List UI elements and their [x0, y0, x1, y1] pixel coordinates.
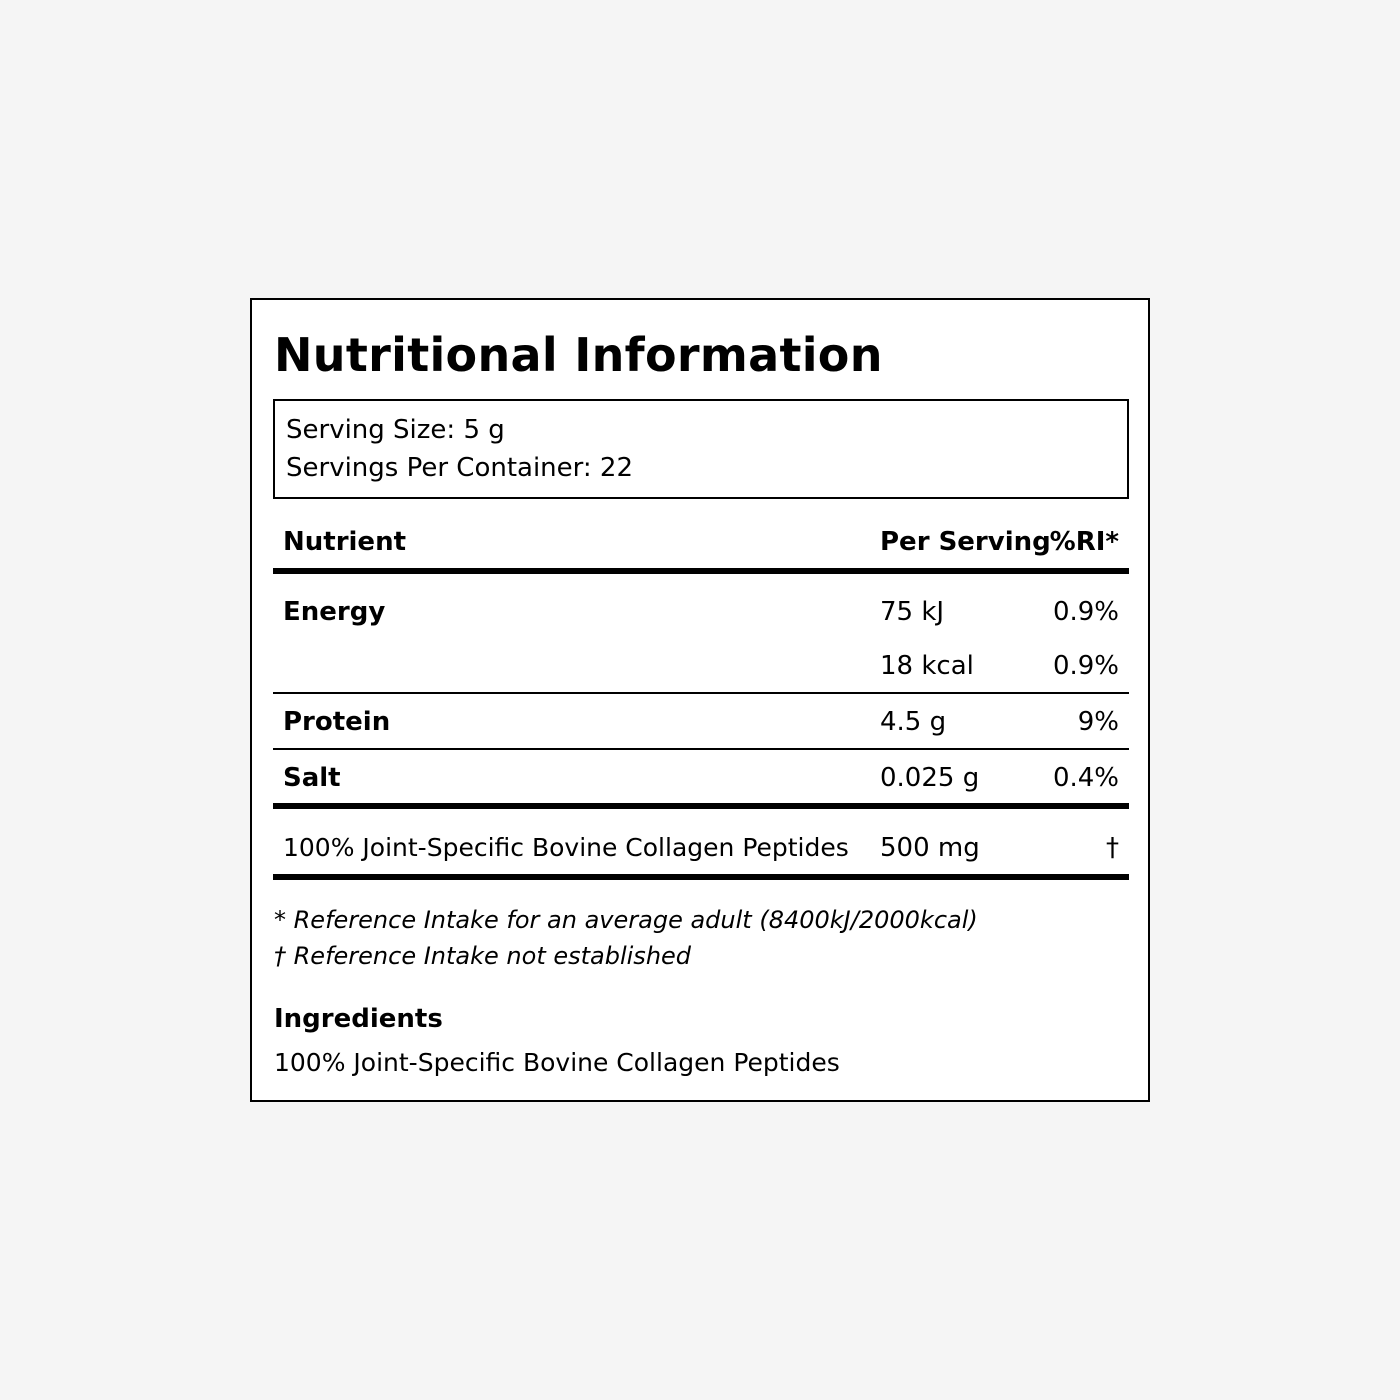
ingredients-title: Ingredients [274, 1004, 443, 1034]
header-per-serving: Per Serving [880, 527, 1051, 557]
ri-value: 0.9% [1052, 651, 1119, 681]
footnote-not-established: † Reference Intake not established [274, 942, 692, 970]
serving-size: Serving Size: 5 g [286, 415, 505, 445]
ri-value: 0.4% [1052, 763, 1119, 793]
nutrient-name: Salt [283, 763, 341, 793]
nutrient-name: Protein [283, 707, 391, 737]
per-serving-value: 0.025 g [880, 763, 980, 793]
nutrition-label [250, 298, 1150, 1102]
header-nutrient: Nutrient [283, 527, 407, 557]
header-divider [273, 568, 1129, 574]
ri-value: 0.9% [1052, 597, 1119, 627]
per-serving-value: 18 kcal [880, 651, 974, 681]
ingredients-text: 100% Joint-Specific Bovine Collagen Peptides [274, 1048, 840, 1077]
serving-info-box [273, 399, 1129, 499]
section-divider [273, 803, 1129, 809]
nutrient-name: Energy [283, 597, 386, 627]
nutrient-name: 100% Joint-Specific Bovine Collagen Peptides [283, 833, 849, 862]
per-serving-value: 4.5 g [880, 707, 947, 737]
footnote-reference-intake: * Reference Intake for an average adult (8400kJ/2000kcal) [274, 906, 978, 934]
row-divider [273, 692, 1129, 694]
per-serving-value: 75 kJ [880, 597, 945, 627]
per-serving-value: 500 mg [880, 833, 980, 863]
ri-value: 9% [1077, 707, 1119, 737]
ri-value: † [1106, 833, 1119, 863]
label-title: Nutritional Information [274, 328, 883, 382]
servings-per-container: Servings Per Container: 22 [286, 453, 634, 483]
row-divider [273, 748, 1129, 750]
table-bottom-divider [273, 874, 1129, 880]
header-ri: %RI* [1049, 527, 1119, 557]
nutrition-table [273, 500, 1129, 884]
